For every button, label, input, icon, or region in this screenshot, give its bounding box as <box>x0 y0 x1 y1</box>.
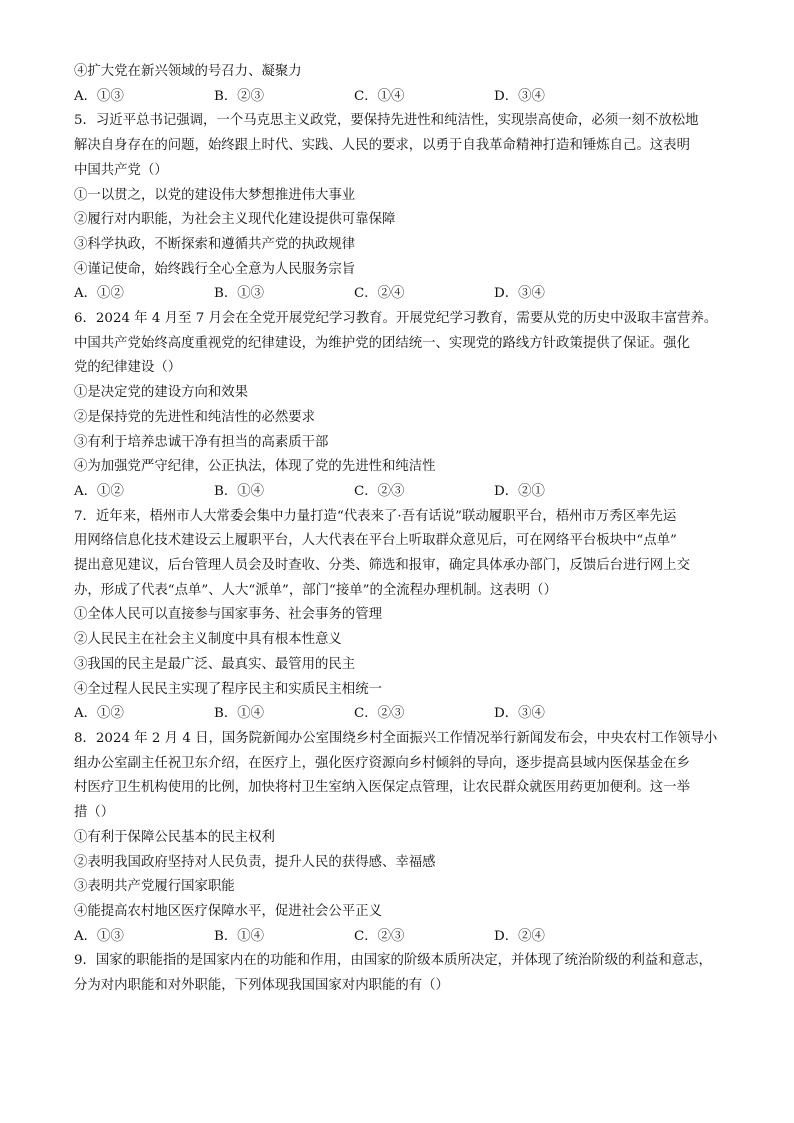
q7-stem-line: 办，形成了代表“点单”、人大“派单”，部门“接单”的全流程办理机制。这表明（） <box>74 582 557 598</box>
q7-item-2: ②人民民主在社会主义制度中具有根本性意义 <box>74 632 342 648</box>
q9-stem-line: 9．国家的职能指的是国家内在的功能和作用，由国家的阶级本质所决定，并体现了统治阶级的利益和意志， <box>74 953 712 969</box>
q8-option-d: D．②④ <box>494 928 545 944</box>
q7-item-4: ④全过程人民民主实现了程序民主和实质民主相统一 <box>74 681 382 697</box>
q7-stem-line: 用网络信息化技术建设云上履职平台，人大代表在平台上听取群众意见后，可在网络平台板块中“点单” <box>74 533 677 549</box>
q8-option-c: C．②③ <box>354 928 405 944</box>
question-7 <box>74 505 734 727</box>
q6-item-4: ④为加强党严守纪律，公正执法，体现了党的先进性和纯洁性 <box>74 459 436 475</box>
q5-stem-line: 5．习近平总书记强调，一个马克思主义政党，要保持先进性和纯洁性，实现崇高使命，必须一刻不放松地 <box>74 113 699 129</box>
q6-item-3: ③有利于培养忠诚干净有担当的高素质干部 <box>74 434 329 450</box>
q5-stem-line: 中国共产党（） <box>74 162 168 178</box>
exam-page <box>74 60 734 999</box>
q8-stem-line: 措（） <box>74 805 115 821</box>
q7-option-b: B．①④ <box>214 706 265 722</box>
q5-option-c: C．②④ <box>354 286 405 302</box>
q6-option-d: D．②① <box>494 483 545 499</box>
q5-option-d: D．③④ <box>494 286 545 302</box>
q4-option-b: B．②③ <box>214 88 265 104</box>
q6-stem-line: 6．2024 年 4 月至 7 月会在全党开展党纪学习教育。开展党纪学习教育，需要从党的历史中汲取丰富营养。 <box>74 311 718 327</box>
q4-item-4: ④扩大党在新兴领域的号召力、凝聚力 <box>74 64 302 79</box>
q8-option-a: A．①③ <box>74 928 124 944</box>
q8-options <box>74 925 734 950</box>
q7-option-a: A．①② <box>74 706 124 722</box>
q6-stem-line: 党的纪律建设（） <box>74 360 182 376</box>
q7-stem-line: 提出意见建议，后台管理人员会及时查收、分类、筛选和报审，确定具体承办部门，反馈后台进行网上交 <box>74 558 690 574</box>
q6-option-a: A．①② <box>74 483 124 499</box>
question-6 <box>74 307 734 505</box>
q6-item-2: ②是保持党的先进性和纯洁性的必然要求 <box>74 409 316 425</box>
q5-option-a: A．①② <box>74 286 124 302</box>
q5-stem-line: 解决自身存在的问题，始终跟上时代、实践、人民的要求，以勇于自我革命精神打造和锤炼自己。这表明 <box>74 138 690 154</box>
q5-item-4: ④谨记使命，始终践行全心全意为人民服务宗旨 <box>74 261 356 277</box>
q7-item-3: ③我国的民主是最广泛、最真实、最管用的民主 <box>74 656 356 672</box>
q5-item-3: ③科学执政，不断探索和遵循共产党的执政规律 <box>74 236 356 252</box>
q8-item-1: ①有利于保障公民基本的民主权利 <box>74 829 275 845</box>
q8-item-3: ③表明共产党履行国家职能 <box>74 879 235 895</box>
q8-option-b: B．①④ <box>214 928 265 944</box>
q4-option-a: A．①③ <box>74 88 124 104</box>
q7-option-c: C．②③ <box>354 706 405 722</box>
q6-option-b: B．①④ <box>214 483 265 499</box>
q6-option-c: C．②③ <box>354 483 405 499</box>
q8-stem-line: 8．2024 年 2 月 4 日，国务院新闻办公室围绕乡村全面振兴工作情况举行新闻发布会，中央农村工作领导小 <box>74 730 718 746</box>
q6-stem-line: 中国共产党始终高度重视党的纪律建设，为维护党的团结统一、实现党的路线方针政策提供了保证。强化 <box>74 335 690 351</box>
q4-options <box>74 85 734 110</box>
question-5 <box>74 109 734 307</box>
q7-options <box>74 702 734 727</box>
q5-item-2: ②履行对内职能，为社会主义现代化建设提供可靠保障 <box>74 212 396 228</box>
q7-stem-line: 7．近年来，梧州市人大常委会集中力量打造“代表来了·吾有话说”联动履职平台，梧州市万秀区率先运 <box>74 508 677 524</box>
question-9 <box>74 949 734 998</box>
q5-item-1: ①一以贯之，以党的建设伟大梦想推进伟大事业 <box>74 187 356 203</box>
q7-option-d: D．③④ <box>494 706 545 722</box>
q6-item-1: ①是决定党的建设方向和效果 <box>74 385 249 401</box>
q9-stem-line: 分为对内职能和对外职能，下列体现我国国家对内职能的有（） <box>74 978 449 994</box>
q8-item-4: ④能提高农村地区医疗保障水平，促进社会公平正义 <box>74 903 382 919</box>
q4-option-c: C．①④ <box>354 88 405 104</box>
q5-option-b: B．①③ <box>214 286 265 302</box>
q6-options <box>74 480 734 505</box>
q8-item-2: ②表明我国政府坚持对人民负责，提升人民的获得感、幸福感 <box>74 854 436 870</box>
q7-item-1: ①全体人民可以直接参与国家事务、社会事务的管理 <box>74 607 382 623</box>
q8-stem-line: 组办公室副主任祝卫东介绍，在医疗上，强化医疗资源向乡村倾斜的导向，逐步提高县域内医保基金在乡 <box>74 755 690 771</box>
q8-stem-line: 村医疗卫生机构使用的比例，加快将村卫生室纳入医保定点管理，让农民群众就医用药更加便利。这一举 <box>74 780 690 796</box>
q4-option-d: D．③④ <box>494 88 545 104</box>
q5-options <box>74 282 734 307</box>
question-8 <box>74 727 734 949</box>
